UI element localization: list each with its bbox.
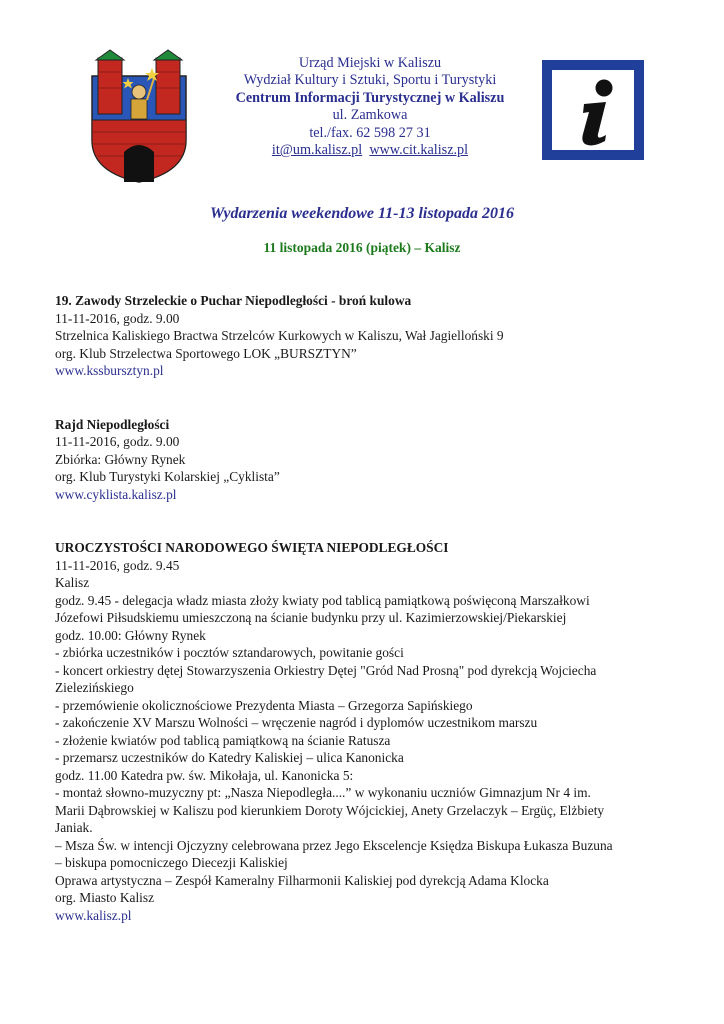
event-link[interactable]: www.cyklista.kalisz.pl [55, 486, 177, 502]
event-line: Zielezińskiego [55, 680, 134, 695]
event-organizer: org. Klub Turystyki Kolarskiej „Cyklista” [55, 469, 280, 484]
event-date: 11-11-2016, godz. 9.00 [55, 434, 180, 449]
event-line: - złożenie kwiatów pod tablicą pamiątkową na ścianie Ratusza [55, 732, 391, 748]
header-email-link[interactable]: it@um.kalisz.pl [271, 142, 363, 159]
event-link[interactable]: www.kssbursztyn.pl [55, 363, 164, 378]
header-contacts [200, 142, 540, 159]
event-organizer: org. Klub Strzelectwa Sportowego LOK „BURSZTYN” [55, 345, 357, 361]
event-line: - zbiórka uczestników i pocztów sztandarowych, powitanie gości [55, 645, 404, 660]
event-line: Janiak. [55, 820, 93, 835]
event-link[interactable]: www.kalisz.pl [55, 907, 132, 923]
events-content [55, 292, 675, 924]
event-line: 11-11-2016, godz. 9.45 [55, 557, 180, 573]
header-street: ul. Zamkowa [332, 107, 408, 124]
event-title: UROCZYSTOŚCI NARODOWEGO ŚWIĘTA NIEPODLEGŁOŚCI [55, 540, 449, 555]
event-place: Strzelnica Kaliskiego Bractwa Strzelców Kurkowych w Kaliszu, Wał Jagielloński 9 [55, 328, 504, 343]
event-line: Marii Dąbrowskiej w Kaliszu pod kierunkiem Doroty Wójcickiej, Anety Grzelaczyk – Ergüç, Elżbiety [55, 802, 605, 818]
header-phone: tel./fax. 62 598 27 31 [309, 124, 431, 141]
event-line: - koncert orkiestry dętej Stowarzyszenia Orkiestry Dętej "Gród Nad Prosną" pod dyrekcją Wojciecha [55, 662, 597, 678]
event-line: org. Miasto Kalisz [55, 890, 155, 905]
event-line: - przemówienie okolicznościowe Prezydenta Miasta – Grzegorza Sapińskiego [55, 697, 473, 713]
event-line: - montaż słowno-muzyczny pt: „Nasza Niepodległa....” w wykonaniu uczniów Gimnazjum Nr 4 im. [55, 785, 591, 800]
event-line: Kalisz [55, 575, 90, 590]
page-title: Wydarzenia weekendowe 11-13 listopada 2016 [210, 205, 514, 222]
event-line: godz. 10.00: Główny Rynek [55, 627, 206, 643]
kalisz-coat-of-arms-icon [84, 48, 194, 184]
header-block [200, 55, 540, 159]
event-title: Rajd Niepodległości [55, 416, 170, 432]
event-line: - zakończenie XV Marszu Wolności – wręczenie nagród i dyplomów uczestnikom marszu [55, 715, 538, 730]
event-line: – Msza Św. w intencji Ojczyzny celebrowana przez Jego Ekscelencje Księdza Biskupa Łukasza Buzuna [55, 837, 613, 853]
tourist-info-icon [542, 60, 644, 160]
header-office: Urząd Miejski w Kaliszu [298, 55, 442, 71]
event-line: Oprawa artystyczna – Zespół Kameralny Filharmonii Kaliskiej pod dyrekcją Adama Klocka [55, 872, 549, 888]
event-line: - przemarsz uczestników do Katedry Kaliskiej – ulica Kanonicka [55, 750, 404, 765]
header-website-link[interactable]: www.cit.kalisz.pl [369, 142, 469, 159]
header-center: Centrum Informacji Turystycznej w Kaliszu [235, 89, 505, 106]
event-title: 19. Zawody Strzeleckie o Puchar Niepodległości - broń kulowa [55, 293, 412, 308]
header-department: Wydział Kultury i Sztuki, Sportu i Turystyki [243, 72, 497, 89]
event-date: 11-11-2016, godz. 9.00 [55, 310, 180, 326]
event-place: Zbiórka: Główny Rynek [55, 451, 186, 467]
event-line: – biskupa pomocniczego Diecezji Kaliskiej [55, 855, 288, 870]
event-line: Józefowi Piłsudskiemu umieszczoną na ścianie budynku przy ul. Kazimierzowskiej/Piekarskiej [55, 610, 567, 625]
event-line: godz. 9.45 - delegacja władz miasta złoży kwiaty pod tablicą pamiątkową poświęconą Marszałkowi [55, 592, 590, 608]
event-line: godz. 11.00 Katedra pw. św. Mikołaja, ul. Kanonicka 5: [55, 767, 354, 783]
date-subtitle: 11 listopada 2016 (piątek) – Kalisz [263, 240, 461, 255]
